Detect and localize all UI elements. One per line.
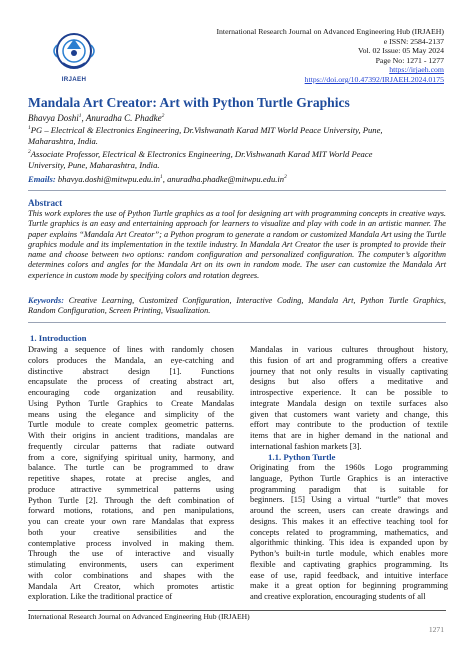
body-text-line: given that customers want variety and change, this [250, 409, 448, 419]
body-text-line: Using Python Turtle Graphics to Create Mandalas [28, 398, 234, 408]
body-text-line: Python’s built-in turtle module, which enables more [250, 549, 448, 558]
body-text-line: you can create your own rare Mandalas that express [28, 517, 234, 526]
doi-link[interactable]: https://doi.org/10.47392/IRJAEH.2024.0175 [304, 74, 444, 84]
body-text-line: encouraging code organization and reusability. [28, 388, 234, 397]
body-text-line: With their origins in ancient traditions, mandalas are [28, 431, 234, 440]
body-text-line: effort may contribute to the production of textile [250, 420, 448, 430]
body-text-line: distinctive abstract design [1]. Functions [28, 366, 234, 376]
body-text-line: designs but also offers a meditative and [250, 377, 448, 387]
page-range: Page No: 1271 - 1277 [375, 55, 444, 65]
logo-text: IRJAEH [61, 76, 87, 83]
body-text-line: encapsulate the process of creating abstract art, [28, 377, 234, 387]
body-text-line: and creative exploration, encouraging students of all [250, 592, 426, 601]
body-text-line: introspective experience. It can be possible to [250, 388, 448, 397]
body-text-line: with color combinations and shapes with the [28, 570, 234, 580]
abstract-body: This work explores the use of Python Turtle graphics as a tool for designing art with programming concepts in creative ways. Turtle graphics is an easy and entertaining approach for learners to visualize and play with code in an artistic manner. The paper explains “Mandala Art Creator”; a Python program to generate a random or customized Mandala Art using the Turtle graphics module and its implementation in the textile industry. In Mandala Art Creator the user is prompted to provide their name and choose between two options: random configuration and personalized configuration. The computer’s algorithm determines colors and angles for the Mandala Art on its own in random mode. The user can customize the Mandala Art experience in custom mode by specifying colors and rotation degrees. [28, 209, 447, 280]
volume-issue: Vol. 02 Issue: 05 May 2024 [357, 46, 444, 56]
body-text-line: language, Python Turtle Graphics is an interactive [250, 473, 448, 483]
body-text-line: balance. The turtle can be programmed to draw [28, 463, 234, 473]
affiliation-1: $^1$PG – Electrical & Electronics Engineering, Dr.Vishwanath Karad MIT World Peace University, Pune, Maharashtra, India. [28, 124, 383, 147]
body-text-line: programming paradigm that is suitable for [250, 484, 448, 494]
keywords: Keywords: Creative Learning, Customized Configuration, Interactive Coding, Mandala Art, Python Turtle Graphics, Random Configuration, Screen Printing, Visualization. [28, 296, 446, 316]
page-number: 1271 [428, 625, 444, 634]
body-text-line: stimulating environments, users can experiment [28, 560, 234, 569]
body-text-line: around the screen, users can create drawings and [250, 506, 448, 515]
body-text-line: items that are in higher demand in the national and [250, 431, 448, 440]
body-text-line: means using the elegance and simplicity of the [28, 409, 234, 419]
body-text-line: integrate Mandala design on textile surfaces also [250, 398, 448, 408]
body-text-line: designs. This makes it an effective teaching tool for [250, 516, 448, 526]
body-text-line: both your creative sensibilities and the [28, 527, 234, 537]
journal-header [144, 27, 444, 85]
body-text-line: contemplative process involved in making them. [28, 538, 234, 548]
abstract-heading: Abstract [28, 198, 63, 208]
body-text-line: forward motions, rotations, and pen manipulations, [28, 506, 234, 516]
journal-site-link[interactable]: https://irjaeh.com [389, 65, 444, 75]
body-text-line: algorithmic thinking. This idea is expanded upon by [250, 538, 448, 548]
body-text-line: journey that not only results in visually captivating [250, 366, 448, 376]
body-text-line: make it a great option for beginning programming [250, 581, 448, 591]
right-column-text-a [250, 345, 448, 453]
left-column-text [28, 345, 234, 603]
body-text-line: Originating from the 1960s Logo programming [250, 463, 448, 472]
paper-title: Mandala Art Creator: Art with Python Turtle Graphics [28, 95, 350, 110]
section-heading-introduction: 1. Introduction [30, 333, 87, 343]
body-text-line: this fusion of art and programming offers a creative [250, 355, 448, 365]
footer-divider [28, 610, 446, 611]
body-text-line: Python Turtle [2]. Through the deft combination of [28, 495, 234, 505]
divider-top [28, 190, 446, 191]
body-text-line: Mandalas in various cultures throughout history, [250, 345, 448, 354]
body-text-line: concepts related to programming, mathematics, and [250, 527, 448, 537]
body-text-line: beginners. [15] Using a virtual “turtle” that moves [250, 495, 448, 505]
body-text-line: exploration. Like the traditional practice of [28, 592, 173, 602]
body-text-line: flexible and captivating graphics programming. Its [250, 559, 448, 569]
body-text-line: Turtle module to create complex geometric patterns. [28, 420, 234, 430]
body-text-line: Through the use of interactive and visually [28, 549, 234, 559]
affiliation-2: $^2$Associate Professor, Electrical & Electronics Engineering, Dr.Vishwanath Karad MIT World Peace University, Pune, Maharashtra, India. [28, 148, 373, 171]
section-heading-python-turtle: 1.1. Python Turtle [268, 452, 336, 462]
body-text-line: ease of use, rapid feedback, and intuitive interface [250, 570, 448, 580]
right-column-text-b [250, 463, 448, 603]
body-text-line: colors produces the Mandala, an eye-catching and [28, 355, 234, 365]
body-text-line: Mandala Art Creator, which promotes artistic [28, 581, 234, 591]
divider-bottom [28, 322, 446, 323]
footer-journal: International Research Journal on Advanced Engineering Hub (IRJAEH) [28, 612, 250, 621]
body-text-line: Drawing a sequence of lines with randomly chosen [28, 345, 234, 354]
body-text-line: produce attractive symmetrical patterns using [28, 484, 234, 494]
authors-line: Bhavya Doshi$^1$, Anuradha C. Phadke$^2$ [28, 113, 165, 123]
body-text-line: frequently circular patterns that radiate outward [28, 441, 234, 451]
author-emails: Emails: $bhavya.doshi@mitwpu.edu.in^1$, $anuradha.phadke@mitwpu.edu.in^2$ [28, 173, 287, 184]
body-text-line: from a core, signifying spiritual unity, harmony, and [28, 452, 234, 462]
journal-name: International Research Journal on Advanced Engineering Hub (IRJAEH) [216, 27, 444, 36]
issn: e ISSN: 2584-2137 [383, 36, 444, 46]
body-text-line: repetitive shapes, rotate at precise angles, and [28, 474, 234, 483]
body-text-line: international fashion markets [3]. [250, 441, 362, 451]
